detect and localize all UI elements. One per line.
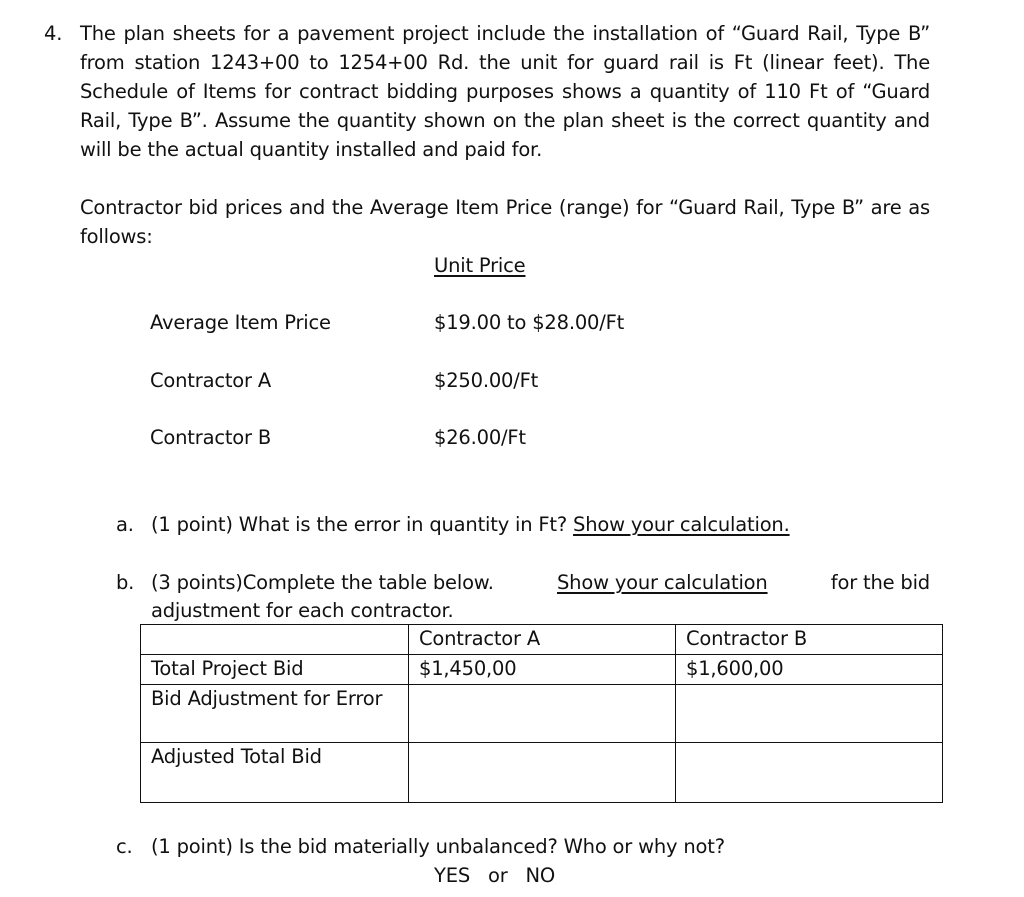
question-number: 4. [44, 22, 63, 45]
part-c-text: (1 point) Is the bid materially unbalanced? Who or why not? [151, 835, 725, 858]
table-header-contractor-a: Contractor A [409, 625, 676, 655]
part-a-question: (1 point) What is the error in quantity in Ft? [151, 513, 568, 536]
bid-adjustment-table [140, 624, 943, 803]
part-b-end: for the bid [830, 571, 930, 594]
price-value-contractor-b: $26.00/Ft [434, 426, 526, 449]
cell-adjusted-b [676, 743, 943, 803]
cell-adjustment-b [676, 685, 943, 743]
table-row [141, 655, 943, 685]
question-line-1: The plan sheets for a pavement project include the installation of “Guard Rail, Type B” [80, 22, 930, 45]
part-a-letter: a. [116, 513, 134, 536]
price-value-contractor-a: $250.00/Ft [434, 369, 539, 392]
intro-line-2: follows: [80, 225, 153, 248]
row-label-total-project-bid: Total Project Bid [141, 655, 409, 685]
question-line-2: from station 1243+00 to 1254+00 Rd. the unit for guard rail is Ft (linear feet). The [80, 51, 930, 74]
question-line-5: will be the actual quantity installed and paid for. [80, 138, 543, 161]
part-c-letter: c. [116, 835, 133, 858]
intro-line-1: Contractor bid prices and the Average Item Price (range) for “Guard Rail, Type B” are as [80, 196, 930, 219]
cell-adjusted-a [409, 743, 676, 803]
table-row [141, 685, 943, 743]
table-header-row [141, 625, 943, 655]
row-label-adjusted-total: Adjusted Total Bid [141, 743, 409, 803]
part-c-answer-options: YES or NO [434, 864, 556, 887]
part-b-line-2: adjustment for each contractor. [151, 599, 454, 622]
unit-price-header: Unit Price [434, 254, 526, 277]
row-label-bid-adjustment: Bid Adjustment for Error [141, 685, 409, 743]
price-value-average: $19.00 to $28.00/Ft [434, 311, 625, 334]
part-b-instruction: Show your calculation [557, 571, 768, 594]
part-b-letter: b. [116, 571, 135, 594]
price-label-contractor-a: Contractor A [150, 369, 271, 392]
question-line-3: Schedule of Items for contract bidding purposes shows a quantity of 110 Ft of “Guard [80, 80, 930, 103]
table-header-blank [141, 625, 409, 655]
question-line-4: Rail, Type B”. Assume the quantity shown on the plan sheet is the correct quantity and [80, 109, 930, 132]
part-b-line-1 [151, 568, 930, 597]
cell-adjustment-a [409, 685, 676, 743]
part-b-start: (3 points)Complete the table below. [151, 571, 494, 594]
table-header-contractor-b: Contractor B [676, 625, 943, 655]
cell-total-bid-a: $1,450,00 [409, 655, 676, 685]
cell-total-bid-b: $1,600,00 [676, 655, 943, 685]
table-row [141, 743, 943, 803]
part-a-text [151, 510, 790, 539]
part-a-instruction: Show your calculation. [573, 513, 790, 536]
price-label-contractor-b: Contractor B [150, 426, 272, 449]
price-label-average: Average Item Price [150, 311, 331, 334]
